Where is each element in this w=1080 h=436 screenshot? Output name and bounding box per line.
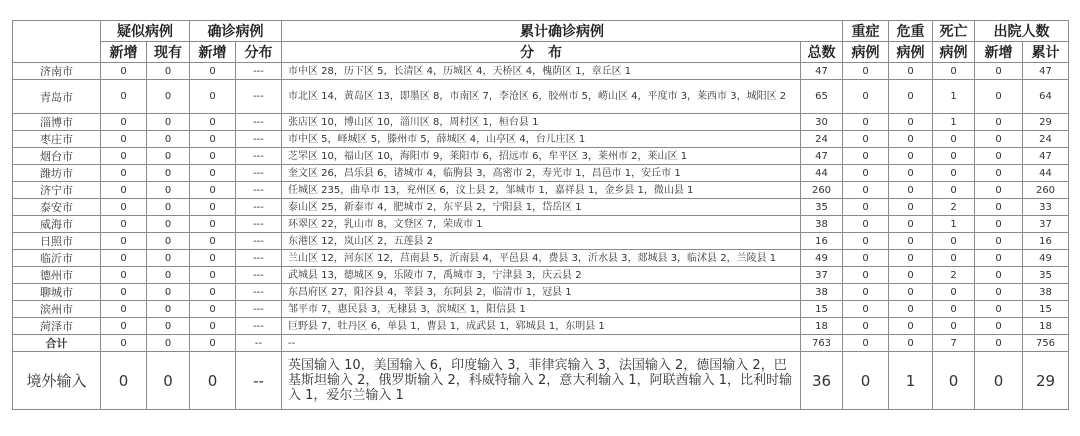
cell-suspected-current: 0 bbox=[147, 148, 190, 165]
cell-total: 37 bbox=[801, 267, 843, 284]
cell-death: 1 bbox=[933, 216, 975, 233]
cell-confirmed-new: 0 bbox=[190, 250, 236, 267]
cell-suspected-new: 0 bbox=[101, 114, 147, 131]
cell-discharged-total: 33 bbox=[1023, 199, 1069, 216]
cell-confirmed-dist: --- bbox=[236, 131, 282, 148]
cell-confirmed-new: 0 bbox=[190, 80, 236, 114]
header-severe-cases: 病例 bbox=[843, 42, 889, 63]
cell-confirmed-new: 0 bbox=[190, 216, 236, 233]
cell-confirmed-dist: --- bbox=[236, 199, 282, 216]
cell-total: 47 bbox=[801, 63, 843, 80]
cell-discharged-total: 29 bbox=[1023, 352, 1069, 410]
cell-discharged-new: 0 bbox=[975, 114, 1023, 131]
cell-confirmed-new: 0 bbox=[190, 165, 236, 182]
table-row bbox=[13, 131, 1069, 148]
cell-severe: 0 bbox=[843, 301, 889, 318]
cell-discharged-new: 0 bbox=[975, 199, 1023, 216]
header-discharged: 出院人数 bbox=[975, 21, 1069, 42]
abroad-row bbox=[13, 352, 1069, 410]
cell-city: 境外输入 bbox=[13, 352, 101, 410]
cell-discharged-new: 0 bbox=[975, 80, 1023, 114]
cell-total: 36 bbox=[801, 352, 843, 410]
cell-severe: 0 bbox=[843, 148, 889, 165]
cell-critical: 0 bbox=[889, 284, 933, 301]
cell-death: 1 bbox=[933, 80, 975, 114]
cell-total: 18 bbox=[801, 318, 843, 335]
cell-death: 2 bbox=[933, 199, 975, 216]
cell-city: 烟台市 bbox=[13, 148, 101, 165]
cell-death: 0 bbox=[933, 318, 975, 335]
covid-stats-table bbox=[12, 20, 1069, 410]
cell-critical: 0 bbox=[889, 165, 933, 182]
cell-distribution: 英国输入 10，美国输入 6，印度输入 3，菲律宾输入 3，法国输入 2，德国输入 2，巴基斯坦输入 2，俄罗斯输入 2，科威特输入 2，意大利输入 1，阿联酋输入 1，比利时输入 1，爱尔兰输入 1 bbox=[282, 352, 801, 410]
cell-suspected-new: 0 bbox=[101, 233, 147, 250]
cell-city: 济宁市 bbox=[13, 182, 101, 199]
cell-suspected-current: 0 bbox=[147, 233, 190, 250]
cell-confirmed-dist: --- bbox=[236, 284, 282, 301]
cell-confirmed-dist: --- bbox=[236, 301, 282, 318]
cell-suspected-new: 0 bbox=[101, 318, 147, 335]
header-distribution: 分 布 bbox=[282, 42, 801, 63]
cell-city: 威海市 bbox=[13, 216, 101, 233]
cell-city: 泰安市 bbox=[13, 199, 101, 216]
cell-death: 0 bbox=[933, 352, 975, 410]
cell-total: 763 bbox=[801, 335, 843, 352]
cell-severe: 0 bbox=[843, 250, 889, 267]
cell-distribution: 邹平市 7，惠民县 3，无棣县 3，滨城区 1，阳信县 1 bbox=[282, 301, 801, 318]
cell-confirmed-new: 0 bbox=[190, 199, 236, 216]
cell-discharged-new: 0 bbox=[975, 182, 1023, 199]
cell-distribution: 东港区 12，岚山区 2，五莲县 2 bbox=[282, 233, 801, 250]
cell-confirmed-new: 0 bbox=[190, 131, 236, 148]
cell-suspected-new: 0 bbox=[101, 335, 147, 352]
cell-discharged-new: 0 bbox=[975, 233, 1023, 250]
cell-confirmed-dist: -- bbox=[236, 335, 282, 352]
cell-total: 44 bbox=[801, 165, 843, 182]
cell-suspected-new: 0 bbox=[101, 267, 147, 284]
table-row bbox=[13, 250, 1069, 267]
cell-severe: 0 bbox=[843, 199, 889, 216]
cell-critical: 0 bbox=[889, 131, 933, 148]
cell-distribution: 环翠区 22，乳山市 8，文登区 7，荣成市 1 bbox=[282, 216, 801, 233]
header-discharged-new: 新增 bbox=[975, 42, 1023, 63]
cell-suspected-current: 0 bbox=[147, 199, 190, 216]
cell-death: 0 bbox=[933, 301, 975, 318]
cell-suspected-current: 0 bbox=[147, 352, 190, 410]
cell-critical: 0 bbox=[889, 80, 933, 114]
table-row bbox=[13, 80, 1069, 114]
cell-severe: 0 bbox=[843, 318, 889, 335]
cell-city: 聊城市 bbox=[13, 284, 101, 301]
table-row bbox=[13, 233, 1069, 250]
cell-confirmed-dist: --- bbox=[236, 148, 282, 165]
cell-distribution: 巨野县 7，牡丹区 6，单县 1，曹县 1，成武县 1，郓城县 1，东明县 1 bbox=[282, 318, 801, 335]
header-suspected-current: 现有 bbox=[147, 42, 190, 63]
cell-discharged-new: 0 bbox=[975, 267, 1023, 284]
cell-confirmed-dist: --- bbox=[236, 267, 282, 284]
cell-total: 49 bbox=[801, 250, 843, 267]
cell-discharged-new: 0 bbox=[975, 165, 1023, 182]
cell-total: 16 bbox=[801, 233, 843, 250]
table-header bbox=[13, 21, 1069, 63]
cell-suspected-new: 0 bbox=[101, 80, 147, 114]
cell-severe: 0 bbox=[843, 80, 889, 114]
cell-confirmed-dist: --- bbox=[236, 182, 282, 199]
cell-city: 菏泽市 bbox=[13, 318, 101, 335]
cell-discharged-new: 0 bbox=[975, 284, 1023, 301]
cell-suspected-new: 0 bbox=[101, 165, 147, 182]
table-row bbox=[13, 182, 1069, 199]
cell-city: 日照市 bbox=[13, 233, 101, 250]
header-death: 死亡 bbox=[933, 21, 975, 42]
cell-distribution: -- bbox=[282, 335, 801, 352]
table-row bbox=[13, 148, 1069, 165]
cell-discharged-total: 38 bbox=[1023, 284, 1069, 301]
cell-suspected-current: 0 bbox=[147, 216, 190, 233]
header-suspected-new: 新增 bbox=[101, 42, 147, 63]
cell-severe: 0 bbox=[843, 114, 889, 131]
cell-total: 38 bbox=[801, 216, 843, 233]
cell-total: 30 bbox=[801, 114, 843, 131]
cell-city: 临沂市 bbox=[13, 250, 101, 267]
cell-death: 0 bbox=[933, 165, 975, 182]
table-row bbox=[13, 267, 1069, 284]
cell-suspected-new: 0 bbox=[101, 131, 147, 148]
header-suspected: 疑似病例 bbox=[101, 21, 190, 42]
cell-city: 济南市 bbox=[13, 63, 101, 80]
cell-suspected-new: 0 bbox=[101, 352, 147, 410]
cell-critical: 0 bbox=[889, 216, 933, 233]
cell-city: 淄博市 bbox=[13, 114, 101, 131]
cell-discharged-total: 18 bbox=[1023, 318, 1069, 335]
cell-city: 滨州市 bbox=[13, 301, 101, 318]
cell-critical: 0 bbox=[889, 233, 933, 250]
table-row bbox=[13, 114, 1069, 131]
cell-discharged-total: 49 bbox=[1023, 250, 1069, 267]
cell-confirmed-dist: -- bbox=[236, 352, 282, 410]
cell-distribution: 芝罘区 10，福山区 10，海阳市 9，莱阳市 6，招远市 6，牟平区 3，莱州市 2，莱山区 1 bbox=[282, 148, 801, 165]
cell-discharged-new: 0 bbox=[975, 301, 1023, 318]
cell-critical: 0 bbox=[889, 250, 933, 267]
table-body bbox=[13, 63, 1069, 410]
cell-suspected-new: 0 bbox=[101, 284, 147, 301]
cell-confirmed-new: 0 bbox=[190, 335, 236, 352]
cell-discharged-total: 64 bbox=[1023, 80, 1069, 114]
table-row bbox=[13, 318, 1069, 335]
cell-confirmed-new: 0 bbox=[190, 352, 236, 410]
cell-confirmed-dist: --- bbox=[236, 63, 282, 80]
header-discharged-total: 累计 bbox=[1023, 42, 1069, 63]
cell-discharged-total: 44 bbox=[1023, 165, 1069, 182]
cell-city: 枣庄市 bbox=[13, 131, 101, 148]
cell-critical: 0 bbox=[889, 301, 933, 318]
cell-suspected-new: 0 bbox=[101, 216, 147, 233]
cell-total: 65 bbox=[801, 80, 843, 114]
cell-critical: 0 bbox=[889, 63, 933, 80]
cell-city: 青岛市 bbox=[13, 80, 101, 114]
cell-discharged-total: 24 bbox=[1023, 131, 1069, 148]
cell-severe: 0 bbox=[843, 352, 889, 410]
header-cumulative: 累计确诊病例 bbox=[282, 21, 843, 42]
cell-critical: 0 bbox=[889, 182, 933, 199]
cell-total: 24 bbox=[801, 131, 843, 148]
cell-suspected-current: 0 bbox=[147, 114, 190, 131]
cell-critical: 0 bbox=[889, 335, 933, 352]
header-critical: 危重 bbox=[889, 21, 933, 42]
cell-suspected-current: 0 bbox=[147, 80, 190, 114]
table-row bbox=[13, 165, 1069, 182]
cell-distribution: 兰山区 12，河东区 12，莒南县 5，沂南县 4，平邑县 4，费县 3，沂水县 3，郯城县 3，临沭县 2，兰陵县 1 bbox=[282, 250, 801, 267]
cell-death: 0 bbox=[933, 131, 975, 148]
cell-suspected-current: 0 bbox=[147, 267, 190, 284]
cell-discharged-total: 35 bbox=[1023, 267, 1069, 284]
cell-total: 15 bbox=[801, 301, 843, 318]
cell-discharged-new: 0 bbox=[975, 63, 1023, 80]
cell-severe: 0 bbox=[843, 267, 889, 284]
cell-discharged-total: 260 bbox=[1023, 182, 1069, 199]
cell-death: 7 bbox=[933, 335, 975, 352]
cell-distribution: 张店区 10，博山区 10，淄川区 8，周村区 1，桓台县 1 bbox=[282, 114, 801, 131]
cell-discharged-new: 0 bbox=[975, 148, 1023, 165]
cell-death: 0 bbox=[933, 233, 975, 250]
cell-discharged-new: 0 bbox=[975, 131, 1023, 148]
cell-suspected-new: 0 bbox=[101, 182, 147, 199]
cell-suspected-new: 0 bbox=[101, 63, 147, 80]
header-death-cases: 病例 bbox=[933, 42, 975, 63]
cell-severe: 0 bbox=[843, 233, 889, 250]
cell-discharged-new: 0 bbox=[975, 352, 1023, 410]
cell-total: 260 bbox=[801, 182, 843, 199]
cell-discharged-total: 16 bbox=[1023, 233, 1069, 250]
cell-confirmed-new: 0 bbox=[190, 318, 236, 335]
cell-suspected-current: 0 bbox=[147, 318, 190, 335]
covid-stats-table-container bbox=[12, 20, 1069, 410]
cell-discharged-total: 15 bbox=[1023, 301, 1069, 318]
cell-critical: 1 bbox=[889, 352, 933, 410]
cell-confirmed-dist: --- bbox=[236, 318, 282, 335]
cell-severe: 0 bbox=[843, 165, 889, 182]
cell-suspected-new: 0 bbox=[101, 250, 147, 267]
cell-distribution: 武城县 13，德城区 9，乐陵市 7，禹城市 3，宁津县 3，庆云县 2 bbox=[282, 267, 801, 284]
cell-severe: 0 bbox=[843, 216, 889, 233]
table-row bbox=[13, 301, 1069, 318]
cell-death: 0 bbox=[933, 148, 975, 165]
cell-suspected-current: 0 bbox=[147, 284, 190, 301]
cell-confirmed-new: 0 bbox=[190, 233, 236, 250]
header-severe: 重症 bbox=[843, 21, 889, 42]
cell-discharged-new: 0 bbox=[975, 318, 1023, 335]
cell-death: 0 bbox=[933, 250, 975, 267]
header-confirmed-dist: 分布 bbox=[236, 42, 282, 63]
table-row bbox=[13, 284, 1069, 301]
cell-severe: 0 bbox=[843, 63, 889, 80]
cell-discharged-total: 47 bbox=[1023, 148, 1069, 165]
cell-severe: 0 bbox=[843, 335, 889, 352]
cell-critical: 0 bbox=[889, 114, 933, 131]
cell-death: 1 bbox=[933, 114, 975, 131]
cell-suspected-new: 0 bbox=[101, 301, 147, 318]
cell-confirmed-new: 0 bbox=[190, 114, 236, 131]
cell-confirmed-new: 0 bbox=[190, 182, 236, 199]
cell-total: 38 bbox=[801, 284, 843, 301]
cell-confirmed-new: 0 bbox=[190, 148, 236, 165]
cell-distribution: 奎文区 26，昌乐县 6，诸城市 4，临朐县 3，高密市 2，寿光市 1，昌邑市 1，安丘市 1 bbox=[282, 165, 801, 182]
cell-confirmed-dist: --- bbox=[236, 80, 282, 114]
cell-critical: 0 bbox=[889, 267, 933, 284]
table-row bbox=[13, 216, 1069, 233]
cell-discharged-total: 756 bbox=[1023, 335, 1069, 352]
cell-confirmed-new: 0 bbox=[190, 301, 236, 318]
cell-suspected-current: 0 bbox=[147, 250, 190, 267]
cell-distribution: 任城区 235，曲阜市 13，兖州区 6，汶上县 2，邹城市 1，嘉祥县 1，金乡县 1，微山县 1 bbox=[282, 182, 801, 199]
header-confirmed: 确诊病例 bbox=[190, 21, 282, 42]
cell-severe: 0 bbox=[843, 182, 889, 199]
cell-total: 35 bbox=[801, 199, 843, 216]
cell-city: 德州市 bbox=[13, 267, 101, 284]
cell-city: 潍坊市 bbox=[13, 165, 101, 182]
cell-confirmed-new: 0 bbox=[190, 267, 236, 284]
cell-distribution: 泰山区 25，新泰市 4，肥城市 2，东平县 2，宁阳县 1，岱岳区 1 bbox=[282, 199, 801, 216]
cell-discharged-new: 0 bbox=[975, 250, 1023, 267]
cell-death: 0 bbox=[933, 284, 975, 301]
cell-distribution: 市北区 14，黄岛区 13，即墨区 8，市南区 7，李沧区 6，胶州市 5，崂山区 4，平度市 3，莱西市 3，城阳区 2 bbox=[282, 80, 801, 114]
cell-critical: 0 bbox=[889, 318, 933, 335]
header-total: 总数 bbox=[801, 42, 843, 63]
cell-city: 合计 bbox=[13, 335, 101, 352]
cell-confirmed-dist: --- bbox=[236, 165, 282, 182]
cell-confirmed-dist: --- bbox=[236, 216, 282, 233]
cell-confirmed-new: 0 bbox=[190, 284, 236, 301]
header-city bbox=[13, 21, 101, 63]
cell-discharged-new: 0 bbox=[975, 335, 1023, 352]
cell-confirmed-new: 0 bbox=[190, 63, 236, 80]
cell-death: 0 bbox=[933, 63, 975, 80]
cell-severe: 0 bbox=[843, 131, 889, 148]
cell-distribution: 东昌府区 27，阳谷县 4，莘县 3，东阿县 2，临清市 1，冠县 1 bbox=[282, 284, 801, 301]
cell-total: 47 bbox=[801, 148, 843, 165]
total-row bbox=[13, 335, 1069, 352]
cell-suspected-current: 0 bbox=[147, 131, 190, 148]
cell-death: 2 bbox=[933, 267, 975, 284]
cell-suspected-current: 0 bbox=[147, 301, 190, 318]
table-row bbox=[13, 199, 1069, 216]
cell-confirmed-dist: --- bbox=[236, 250, 282, 267]
cell-discharged-total: 47 bbox=[1023, 63, 1069, 80]
cell-confirmed-dist: --- bbox=[236, 233, 282, 250]
cell-discharged-total: 37 bbox=[1023, 216, 1069, 233]
header-critical-cases: 病例 bbox=[889, 42, 933, 63]
cell-distribution: 市中区 28，历下区 5，长清区 4，历城区 4，天桥区 4，槐荫区 1，章丘区 1 bbox=[282, 63, 801, 80]
table-row bbox=[13, 63, 1069, 80]
cell-critical: 0 bbox=[889, 199, 933, 216]
cell-suspected-current: 0 bbox=[147, 182, 190, 199]
cell-suspected-current: 0 bbox=[147, 165, 190, 182]
cell-confirmed-dist: --- bbox=[236, 114, 282, 131]
cell-suspected-new: 0 bbox=[101, 148, 147, 165]
cell-critical: 0 bbox=[889, 148, 933, 165]
header-confirmed-new: 新增 bbox=[190, 42, 236, 63]
cell-discharged-new: 0 bbox=[975, 216, 1023, 233]
cell-death: 0 bbox=[933, 182, 975, 199]
cell-suspected-current: 0 bbox=[147, 335, 190, 352]
cell-discharged-total: 29 bbox=[1023, 114, 1069, 131]
cell-suspected-new: 0 bbox=[101, 199, 147, 216]
cell-severe: 0 bbox=[843, 284, 889, 301]
cell-distribution: 市中区 5，峄城区 5，滕州市 5，薛城区 4，山亭区 4，台儿庄区 1 bbox=[282, 131, 801, 148]
cell-suspected-current: 0 bbox=[147, 63, 190, 80]
